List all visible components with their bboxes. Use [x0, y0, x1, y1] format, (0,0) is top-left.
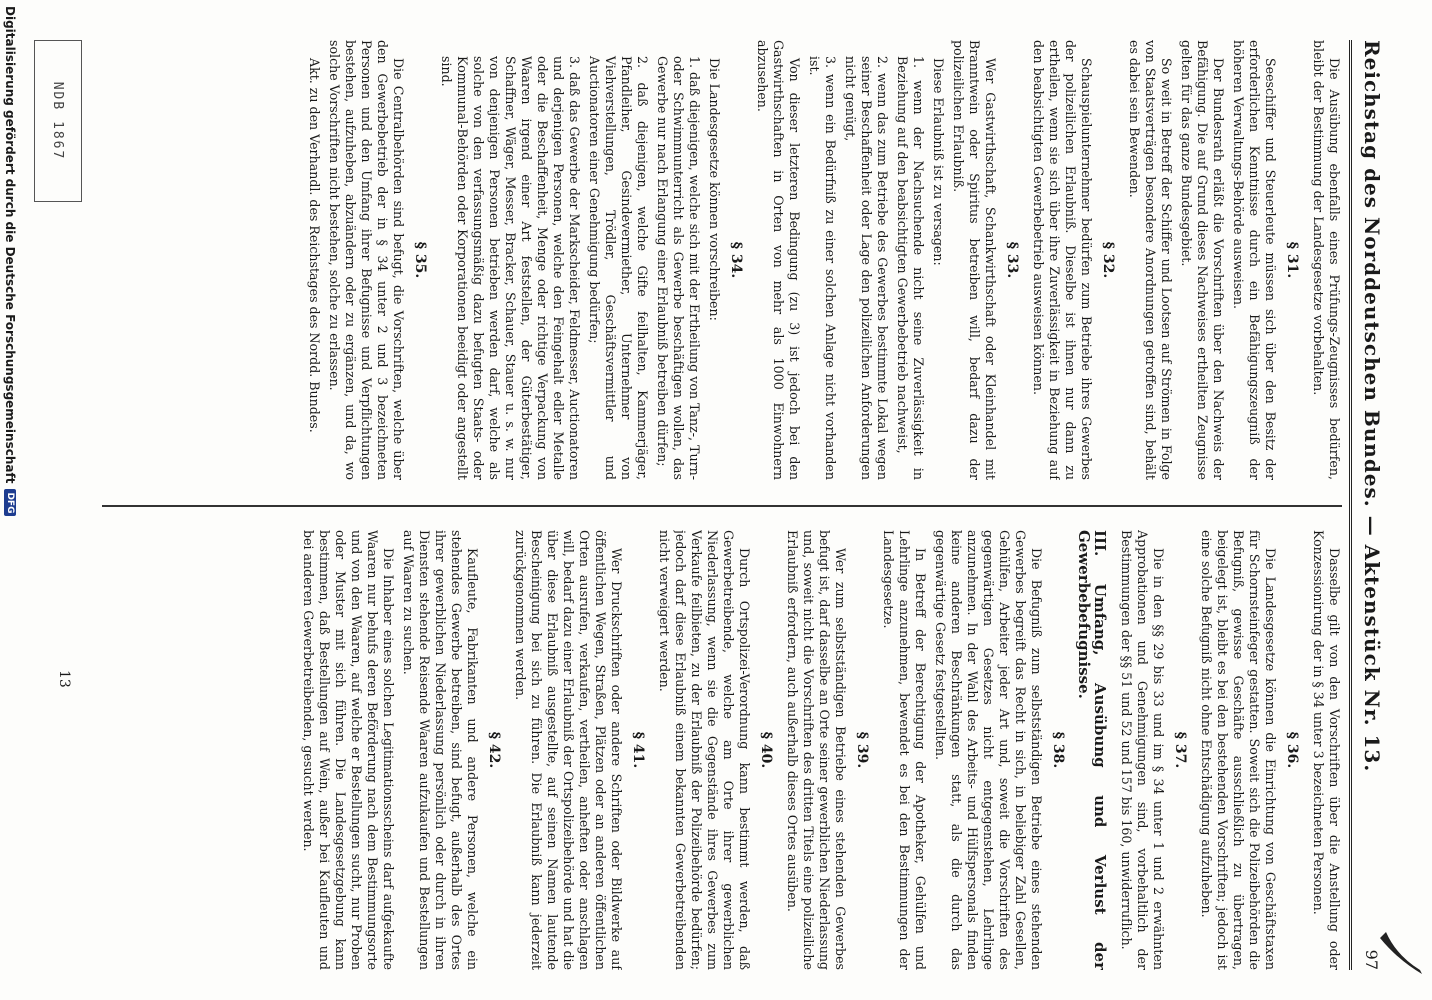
section-heading: § 39.: [854, 731, 870, 769]
section-heading: § 42.: [486, 731, 502, 769]
paragraph: Diese Erlaubniß ist zu versagen:: [931, 58, 946, 266]
paragraph: Wer Gastwirthschaft, Schankwirthschaft oder Kleinhandel mit Branntwein oder Spiritus betreiben will, bedarf dazu der polizeilichen Erlaubniß.: [951, 40, 998, 480]
paragraph: Der Bundesrath erläßt die Vorschriften über den Nachweis der Befähigung. Die auf Grund dieses Nachweises ertheilten Zeugnisse gelten für das ganze Bundesgebiet.: [1179, 40, 1226, 480]
paragraph: Kaufleute, Fabrikanten und andere Personen, welche ein stehendes Gewerbe betreiben, sind befugt, außerhalb des Ortes ihrer gewerblichen Niederlassung persönlich oder durch in ihren Diensten stehende Reisende Waaren aufzukaufen und Bestellungen auf Waaren zu suchen.: [401, 530, 480, 970]
list-item: 3. daß das Gewerbe der Markscheider, Feldmesser, Auctionatoren und derjenigen Personen, welche den Feingehalt edler Metalle oder die Beschaffenheit, Menge oder richtige Verpackung von Waaren irgend einer Art feststellen, der Güterbestätiger, Schaffner, Wäger, Messer, Bracker, Schauer, Stauer u. s. w. nur von denjenigen Personen betrieben werden darf, welche als solche von den verfassungsmäßig dazu befugten Staats- oder Kommunal-Behörden oder Korporationen beeidigt oder angestellt sind.: [439, 56, 582, 480]
section-heading: § 40.: [758, 731, 774, 769]
page-title: Reichstag des Norddeutschen Bundes. — Aktenstück Nr. 13.: [1360, 40, 1384, 773]
list-item: 1. wenn der Nachsuchende nicht seine Zuverlässigkeit in Beziehung auf den beabsichtigten Gewerbebetrieb nachweist,: [895, 56, 926, 480]
paragraph: Dasselbe gilt von den Vorschriften über die Anstellung oder Konzessionirung der in § 34 unter 3 bezeichneten Personen.: [1311, 530, 1342, 970]
section-heading: § 34.: [728, 241, 744, 279]
paragraph: In Betreff der Berechtigung der Apotheker, Gehülfen und Lehrlinge anzunehmen, bewendet es bei den Bestimmungen der Landesgesetze.: [881, 530, 928, 970]
paragraph: Akt. zu den Verhandl. des Reichstages des Nordd. Bundes.: [307, 58, 322, 433]
paragraph: Die Landesgesetze können die Einrichtung von Geschäftstaxen für Schornsteinfeger gestatten. Soweit sich die Polizeibehörden die Befugniß, gewisse Geschäfte ausschließlich zu übertragen, beigelegt ist, bleibt es bei den bestehenden Vorschriften; jedoch ist eine solche Befugniß nicht ohne Entschädigung aufzuheben.: [1199, 530, 1278, 970]
paragraph: Seeschiffer und Steuerleute müssen sich über den Besitz der erforderlichen Kenntnisse durch ein Befähigungszeugniß der höheren Verwaltungs-Behörde ausweisen.: [1231, 40, 1278, 480]
list-item: 2. wenn das zum Betriebe des Gewerbes bestimmte Lokal wegen seiner Beschaffenheit oder Lage den polizeilichen Anforderungen nicht genügt,: [843, 56, 890, 480]
digitization-bar: [0, 0, 20, 1000]
section-heading: § 41.: [630, 731, 646, 769]
page-number: 97: [1362, 949, 1382, 970]
paragraph: Wer Druckschriften oder andere Schriften oder Bildwerke auf öffentlichen Wegen, Straßen, Plätzen oder an anderen öffentlichen Orten ausrufen, verkaufen, vertheilen, anheften oder anschlagen will, bedarf dazu einer Erlaubniß der Ortspolizeibehörde und hat die über diese Erlaubniß ausgestellte, auf seinen Namen lautende Bescheinigung bei sich zu führen. Die Erlaubniß kann jederzeit zurückgenommen werden.: [513, 530, 624, 970]
digitization-note: Digitalisierung gefördert durch die Deutsche Forschungsgemeinschaft: [3, 6, 17, 484]
paragraph: Die Centralbehörden sind befugt, die Vorschriften, welche über den Gewerbebetrieb der in § 34 unter 2 und 3 bezeichneten Personen und den Umfang ihrer Befugnisse und Verpflichtungen bestehen, aufzuheben, abzuändern oder zu ergänzen, und da, wo solche Vorschriften nicht bestehen, solche zu erlassen.: [327, 40, 406, 480]
part-heading: III. Umfang, Ausübung und Verlust der Gewerbebefugnisse.: [1075, 530, 1109, 970]
paragraph: Die Inhaber eines solchen Legitimationsscheins darf aufgekaufte Waaren nur behufs deren Beförderung nach dem Bestimmungsorte und von den Waaren, auf welche er Bestellungen sucht, nur Proben oder Muster mit sich führen. Die Landesgesetzgebung kann bestimmen, daß Bestellungen auf Wein, außer bei Kaufleuten und bei anderen Gewerbetreibenden, gesucht werden.: [301, 530, 396, 970]
paragraph: Von dieser letzteren Bedingung (zu 3) ist jedoch bei den Gastwirthschaften in Orten von mehr als 1000 Einwohnern abzusehen.: [755, 40, 802, 480]
section-heading: § 31.: [1284, 241, 1300, 279]
section-heading: § 37.: [1172, 731, 1188, 769]
paragraph: Die Landesgesetze können vorschreiben:: [707, 58, 722, 321]
paragraph: So weit in Betreff der Schiffer und Lootsen auf Strömen in Folge von Staatsverträgen besondere Anordnungen getroffen sind, behält es dabei sein Bewenden.: [1127, 40, 1174, 480]
dfg-logo: DFG: [4, 489, 16, 516]
paragraph: Wer zum selbstständigen Betriebe eines stehenden Gewerbes befugt ist, darf dasselbe an Orte seiner gewerblichen Niederlassung und, soweit nicht die Vorschriften des dritten Titels eine polizeiliche Erlaubniß erfordern, auch außerhalb dieses Ortes ausüben.: [785, 530, 848, 970]
list-item: 2. daß diejenigen, welche Gifte feilhalten, Kammerjäger, Pfandleiher, Gesindevermiether, Unternehmer von Viehverstellungen, Trödler, Geschäftsvermittler und Auctionatoren einer Genehmigung bedürfen;: [587, 56, 650, 480]
corner-pen-mark-icon: [1376, 930, 1426, 990]
section-heading: § 38.: [1050, 731, 1066, 769]
page-footer: [22, 40, 82, 970]
section-heading: § 35.: [412, 241, 428, 279]
paragraph: Die in den §§ 29 bis 33 und im § 34 unter 1 und 2 erwähnten Approbationen und Genehmigungen sind, vorbehaltlich der Bestimmungen der §§ 51 und 52 und 157 bis 160, unwiderruflich.: [1119, 530, 1166, 970]
right-column: [92, 530, 1342, 970]
list-item: 3. wenn ein Bedürfniß zu einer solchen Anlage nicht vorhanden ist.: [807, 56, 838, 480]
left-column: [92, 40, 1342, 480]
section-heading: § 32.: [1100, 241, 1116, 279]
paragraph: Durch Ortspolizei-Verordnung kann bestimmt werden, daß Gewerbetreibende, welche am Orte ihrer gewerblichen Niederlassung, wenn sie die Gegenstände ihres Gewerbes zum Verkaufe feilbieten, zu der Erlaubniß der Polizeibehörde bedürfen; jedoch darf diese Erlaubniß einem bekannten Gewerbetreibenden nicht verweigert werden.: [657, 530, 752, 970]
paragraph: Schauspielunternehmer bedürfen zum Betriebe ihres Gewerbes der polizeilichen Erlaubniß. Dieselbe ist ihnen nur dann zu ertheilen, wenn sie sich über ihre Zuverlässigkeit in Beziehung auf den beabsichtigten Gewerbebetrieb ausweisen können.: [1031, 40, 1094, 480]
paragraph: Die Befugniß zum selbstständigen Betriebe eines stehenden Gewerbes begreift das Recht in sich, in beliebiger Zahl Gesellen, Gehülfen, Arbeiter jeder Art und, soweit die Vorschriften des gegenwärtigen Gesetzes nicht entgegenstehen, Lehrlinge anzunehmen. In der Wahl des Arbeits- und Hülfspersonals finden keine anderen Beschränkungen statt, als die durch das gegenwärtige Gesetz festgestellten.: [933, 530, 1044, 970]
section-heading: § 33.: [1004, 241, 1020, 279]
library-stamp: NDB 1867: [34, 40, 82, 202]
list-item: 1. daß diejenigen, welche sich mit der Ertheilung von Tanz-, Turn- oder Schwimmunterricht als Gewerbe beschäftigen wollen, das Gewerbe nur nach Erlangung einer Erlaubniß betreiben dürfen;: [655, 56, 702, 480]
section-heading: § 36.: [1284, 731, 1300, 769]
paragraph: Die Ausübung ebenfalls eines Prüfungs-Zeugnisses bedürfen, bleibt der Bestimmung der Landesgesetze vorbehalten.: [1311, 40, 1342, 480]
sheet-number: 13: [56, 670, 72, 688]
column-divider: [102, 505, 1342, 507]
page-header: [1349, 40, 1392, 970]
